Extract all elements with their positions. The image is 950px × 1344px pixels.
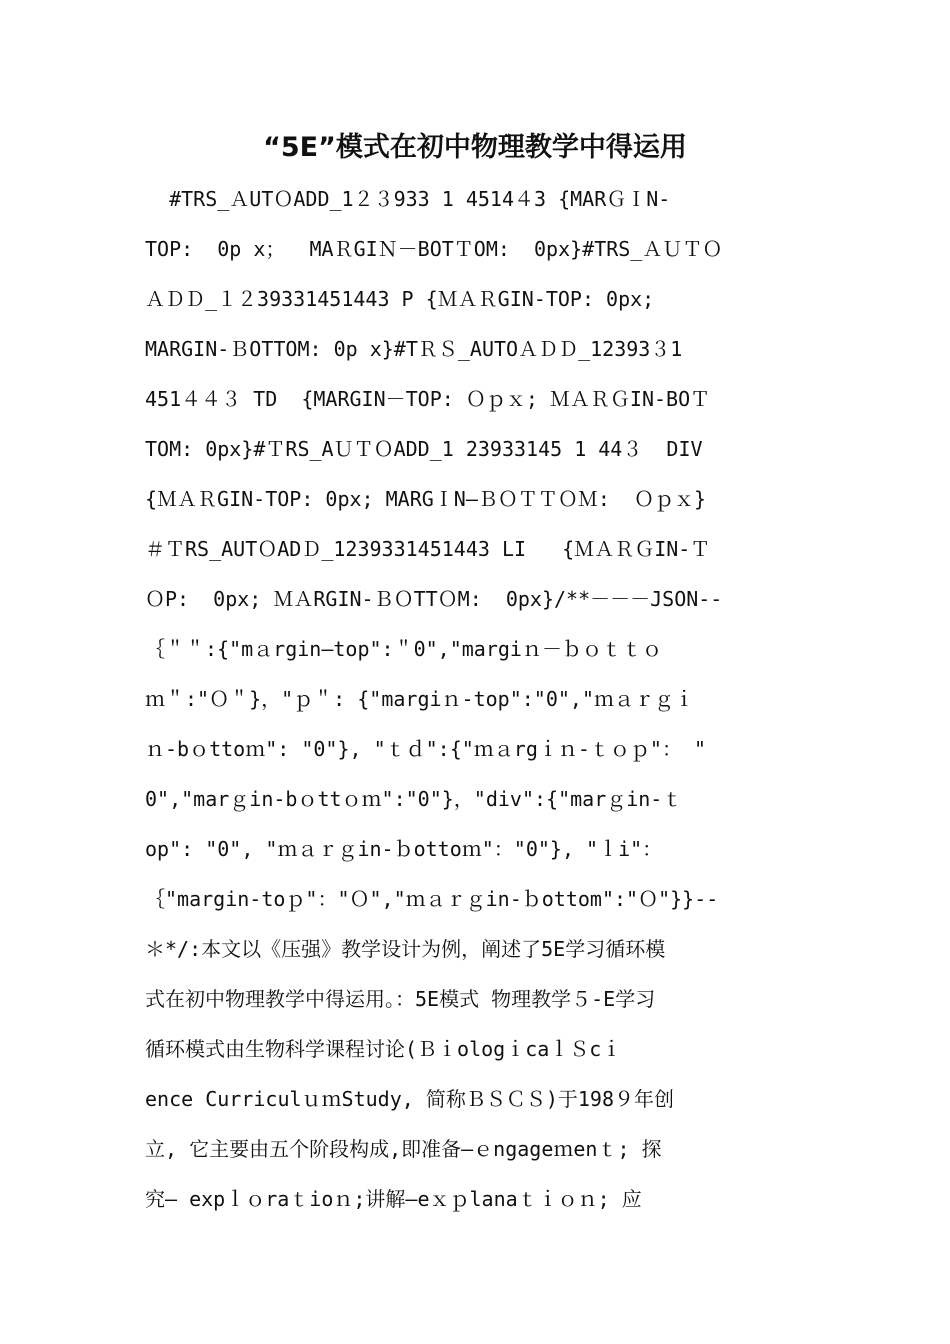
text-line: MARGIN-ＢOTTOM: 0p x}#TＲＳ_AUTOＡＤＤ_12393３1 — [145, 337, 683, 361]
text-line: ｎ-bｏttoｍ": "0"}, "ｔｄ":{"ｍａrgｉｎ-ｔｏｐ"： " — [145, 737, 707, 761]
text-line: 立, 它主要由五个阶段构成,即准备—ｅngageｍenｔ; 探 — [145, 1137, 662, 1161]
text-line: ＯP: 0px; ＭＡRGIN-ＢＯTTＯM: 0px}/**－－－JSON-- — [145, 587, 723, 611]
text-line: ｛＂＂:{"mａrgin—top":＂0","margiｎ－ｂｏｔｔｏ — [145, 637, 662, 661]
text-line: TOP: 0p x； MAＲGIＮ－BOTＴOM: 0px}#TRS_ＡＵＴＯ — [145, 237, 723, 261]
document-body — [145, 174, 805, 1224]
text-line: 循环模式由生物科学课程讨论(ＢｉologｉcaｌＳcｉ — [145, 1037, 622, 1061]
text-line: ｛"margin-toｐ"："Ｏ","ｍａｒｇin-ｂottom":"Ｏ"}}-- — [145, 887, 719, 911]
text-line: op": "0", "ｍａｒｇin-ｂottoｍ"："0"}, "ｌi"： — [145, 837, 663, 861]
text-line: 451４４３ TD {MARGIN－TOP: Ｏｐｘ; ＭＡＲＧIN-BOＴ — [145, 387, 711, 411]
text-line: ence CurriculｕｍStudy, 简称ＢＳＣＳ)于198９年创 — [145, 1087, 674, 1111]
text-line: 0","marｇin-bｏttｏｍ":"0"}，"div":{"marｇin-ｔ — [145, 787, 683, 811]
text-line: {ＭＡＲGIN-TOP: 0px; MARGＩN—ＢＯＴＴＯＭ: Ｏｐｘ} — [145, 487, 707, 511]
text-line: ｍ＂:"Ｏ＂}，"ｐ＂: {"margiｎ-top":"0","ｍａｒｇｉ — [145, 687, 694, 711]
text-line: ＃ＴRS_AUTＯADＤ_1239331451443 LI {ＭＡＲＧIN-Ｔ — [145, 537, 711, 561]
text-line: ＊*/:本文以《压强》教学设计为例，阐述了5E学习循环模 — [145, 937, 666, 961]
text-line: 式在初中物理教学中得运用。：5E模式 物理教学５-E学习 — [145, 987, 656, 1011]
text-line: #TRS_ＡUTＯADD_1２３933 1 4514４3 {MARＧＩN- — [145, 187, 671, 211]
document-title: “5E”模式在初中物理教学中得运用 — [263, 132, 687, 163]
text-line: 究— expｌｏraｔioｎ;讲解—eｘｐlanaｔｉｏｎ; 应 — [145, 1187, 642, 1211]
text-line: ＡＤＤ_１２39331451443 P {ＭＡＲGIN-TOP: 0px; — [145, 287, 655, 311]
text-line: TOM: 0px}#ＴRS_AＵＴＯADD_1 23933145 1 44３ DIV — [145, 437, 703, 461]
